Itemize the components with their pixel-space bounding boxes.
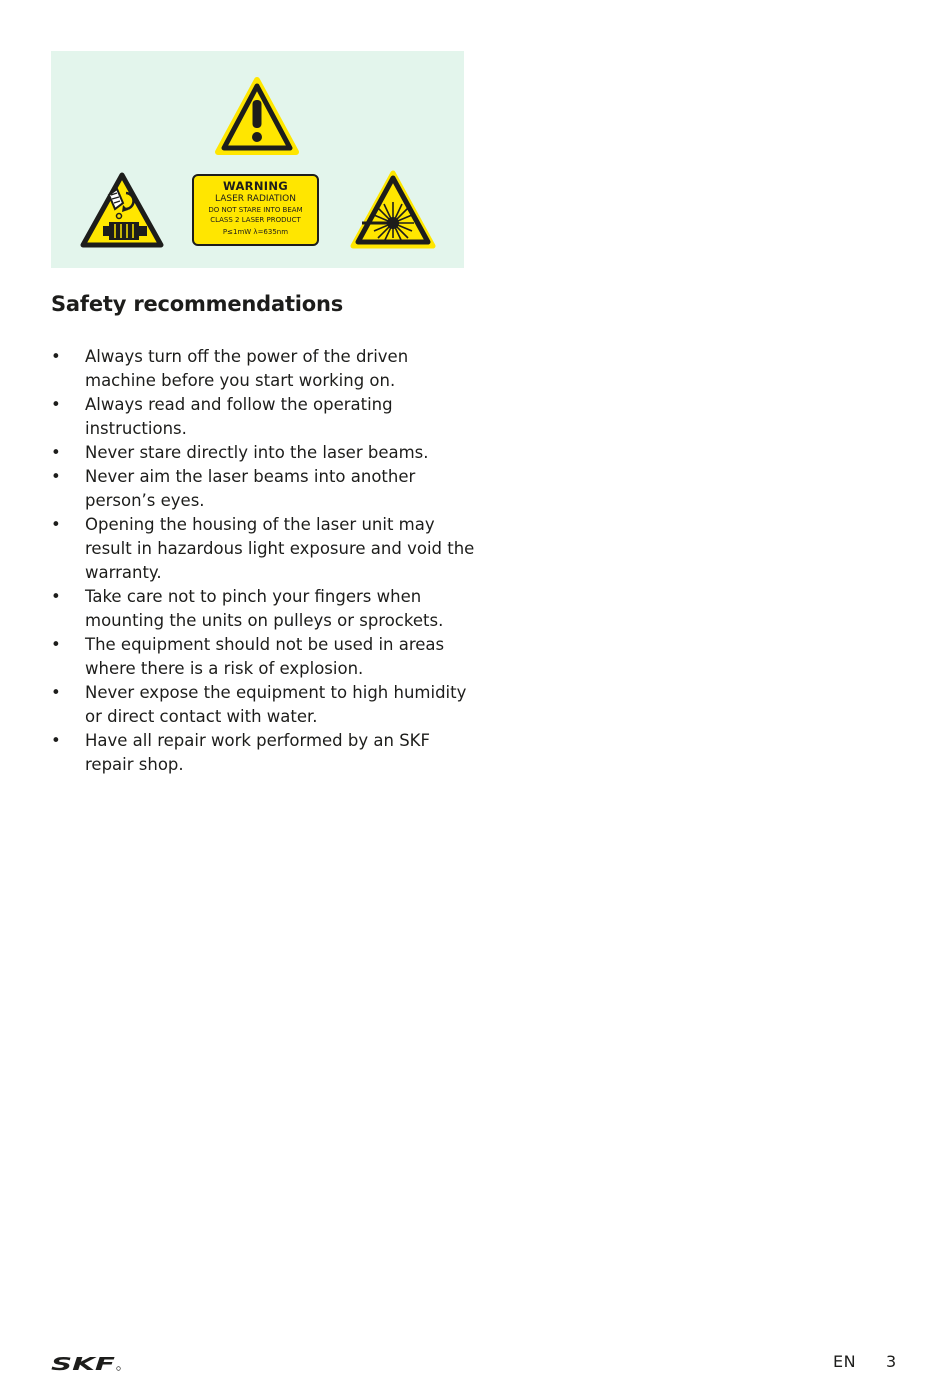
label-line-warning: WARNING	[223, 179, 288, 193]
label-line-laser-radiation: LASER RADIATION	[215, 194, 296, 204]
bullet-icon: •	[51, 587, 61, 606]
bullet-icon: •	[51, 443, 61, 462]
label-line-do-not-stare: DO NOT STARE INTO BEAM	[208, 206, 303, 214]
bullet-icon: •	[51, 515, 61, 534]
list-item	[51, 345, 481, 393]
list-item-text: Take care not to pinch your fingers when mounting the units on pulleys or sprockets.	[85, 587, 444, 630]
safety-sign-panel	[51, 51, 464, 268]
list-item	[51, 681, 481, 729]
laser-beam-warning-icon	[350, 169, 436, 249]
list-item	[51, 441, 481, 465]
bullet-icon: •	[51, 731, 61, 750]
list-item-text: The equipment should not be used in areas where there is a risk of explosion.	[85, 635, 445, 678]
hand-crush-warning-icon	[79, 169, 165, 249]
general-warning-icon	[214, 76, 300, 156]
laser-warning-label	[192, 174, 319, 246]
list-item	[51, 633, 481, 681]
list-item	[51, 393, 481, 441]
page-number: 3	[886, 1352, 897, 1371]
list-item-text: Never expose the equipment to high humidity or direct contact with water.	[85, 683, 467, 726]
list-item-text: Never stare directly into the laser beams.	[85, 443, 429, 462]
label-line-power-wavelength: P≤1mW λ=635nm	[222, 228, 289, 236]
list-item	[51, 465, 481, 513]
skf-logo-text: SKF	[51, 1355, 117, 1371]
language-code: EN	[833, 1352, 857, 1371]
page-title: Safety recommendations	[51, 292, 344, 316]
skf-logo	[51, 1355, 121, 1371]
bullet-icon: •	[51, 683, 61, 702]
list-item-text: Have all repair work performed by an SKF repair shop.	[85, 731, 430, 774]
list-item	[51, 585, 481, 633]
list-item-text: Opening the housing of the laser unit may result in hazardous light exposure and void the warranty.	[85, 515, 475, 582]
bullet-icon: •	[51, 635, 61, 654]
label-line-class: CLASS 2 LASER PRODUCT	[210, 216, 301, 224]
safety-recommendations-list	[51, 345, 481, 777]
bullet-icon: •	[51, 347, 61, 366]
bullet-icon: •	[51, 395, 61, 414]
list-item	[51, 513, 481, 585]
list-item-text: Always turn off the power of the driven machine before you start working on.	[85, 347, 409, 390]
bullet-icon: •	[51, 467, 61, 486]
list-item-text: Always read and follow the operating instructions.	[85, 395, 393, 438]
list-item-text: Never aim the laser beams into another person’s eyes.	[85, 467, 416, 510]
list-item	[51, 729, 481, 777]
